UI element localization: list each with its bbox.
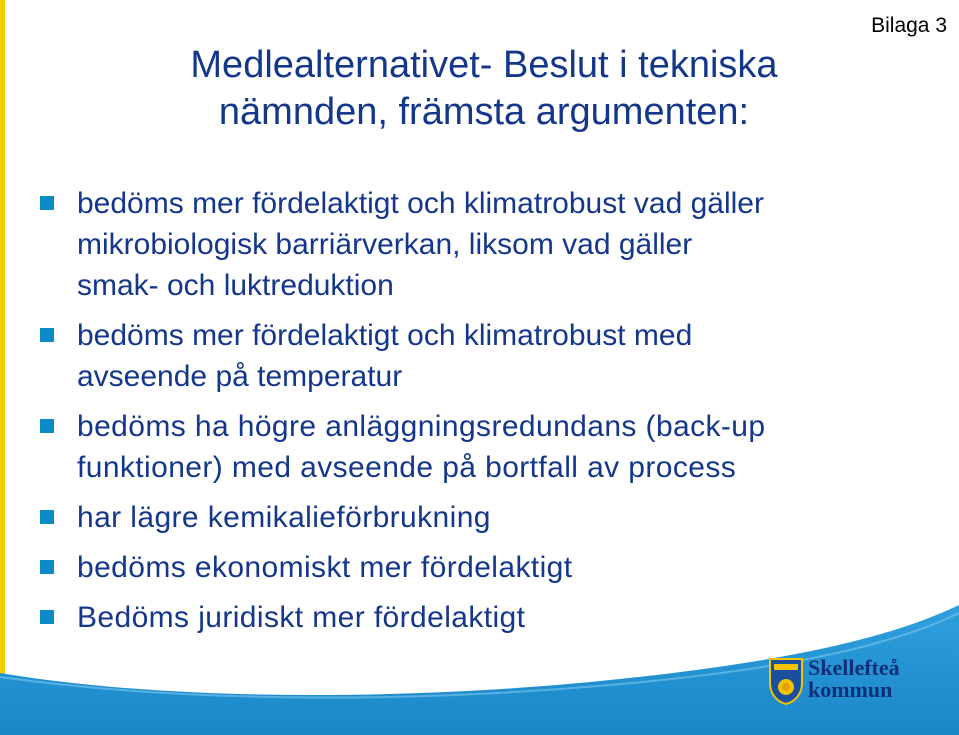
item-line: bedöms ekonomiskt mer fördelaktigt [77, 551, 573, 584]
item-line: mikrobiologisk barriärverkan, liksom vad gäller [77, 228, 693, 261]
page-title [0, 42, 959, 136]
item-line: har lägre kemikalieförbrukning [77, 501, 491, 534]
logo-line-2: kommun [808, 677, 893, 702]
item-line: funktioner) med avseende på bortfall av process [77, 451, 737, 484]
list-item [40, 547, 940, 588]
coat-of-arms-icon [768, 657, 804, 705]
logo-wordmark [808, 657, 900, 701]
skelleftea-logo [768, 657, 918, 707]
square-bullet-icon [40, 560, 54, 574]
logo-line-1: Skellefteå [808, 655, 900, 680]
list-item [40, 406, 940, 488]
list-item [40, 497, 940, 538]
list-item [40, 315, 940, 397]
appendix-label: Bilaga 3 [871, 14, 947, 37]
title-line-2: nämnden, främsta argumenten: [218, 91, 750, 133]
item-line: bedöms mer fördelaktigt och klimatrobust vad gäller [77, 187, 764, 220]
square-bullet-icon [40, 510, 54, 524]
item-line: Bedöms juridiskt mer fördelaktigt [77, 601, 526, 634]
list-item [40, 183, 940, 306]
item-line: bedöms mer fördelaktigt och klimatrobust med [77, 319, 693, 352]
title-line-1: Medlealternativet- Beslut i tekniska [190, 44, 778, 86]
item-line: smak- och luktreduktion [77, 269, 394, 302]
item-line: bedöms ha högre anläggningsredundans (back-up [77, 410, 766, 443]
square-bullet-icon [40, 196, 54, 210]
argument-list [40, 183, 940, 647]
square-bullet-icon [40, 328, 54, 342]
item-line: avseende på temperatur [77, 360, 403, 393]
square-bullet-icon [40, 419, 54, 433]
